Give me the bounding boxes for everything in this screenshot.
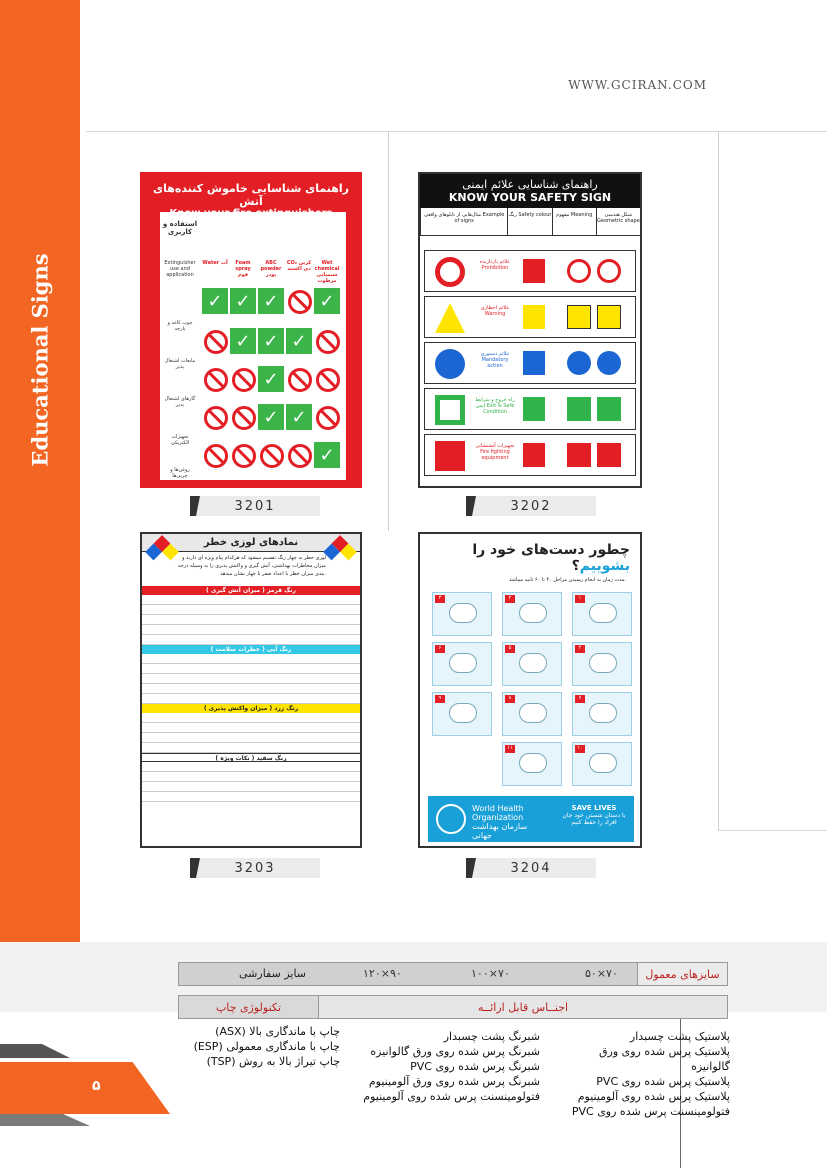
fire-hose-icon [567, 443, 591, 467]
table-row [142, 694, 360, 704]
who-name: World Health Organization سازمان بهداشت جهانی [472, 804, 528, 840]
mandatory-shape [435, 349, 465, 379]
no-icon [232, 444, 256, 468]
column-headers [420, 208, 640, 236]
poster-hand-washing [418, 532, 642, 848]
table-row [142, 654, 360, 664]
product-code: 3201 [190, 496, 320, 516]
section-header: رنگ سفید ( نکات ویژه ) [142, 753, 360, 762]
step-cell: ۸ [502, 692, 562, 736]
poster-intro: لوزی خطر به چهار رنگ تقسیم میشود که هرکدام پیام ویژه ای دارند و میزان مخاطرات بهداشتی، آتش گیری و واکنش پذیری را به وسیله درجه بندی میزان خطر با اعداد صفر تا چهار نشان میدهد. [178, 555, 326, 577]
divider [86, 131, 827, 132]
decor-shape [0, 1114, 90, 1126]
who-logo-icon [436, 804, 466, 834]
sign-row [424, 434, 636, 476]
column-header: شکل هندسی Geometric shape [596, 208, 640, 235]
no-icon [204, 406, 228, 430]
list-item: فتولومینسنت پرس شده روی PVC [571, 1105, 730, 1118]
divider [718, 830, 827, 831]
column-header: رنگ Safety colour [507, 208, 551, 235]
no-icon [232, 368, 256, 392]
sign-meaning: تجهیزات آتشنشانی Fire fighting equipment [475, 443, 515, 461]
color-swatch [523, 259, 545, 283]
no-fire-icon [597, 259, 621, 283]
materials-list [344, 1029, 540, 1104]
sign-meaning: علائم دستوری Mandatory action [480, 351, 510, 369]
table-row [142, 762, 360, 772]
hands-icon [449, 653, 477, 673]
website-url[interactable]: WWW.GCIRAN.COM [568, 78, 707, 92]
type-label: Foam spray فوم [235, 260, 251, 278]
warning-shape [435, 303, 465, 333]
hands-icon [589, 653, 617, 673]
side-spine [0, 105, 80, 970]
step-cell: ۶ [432, 642, 492, 686]
size-value: ۱۰۰×۷۰ [471, 967, 510, 980]
step-cell: ۲ [502, 592, 562, 636]
no-icon [260, 444, 284, 468]
sign-row [424, 342, 636, 384]
class-label: مایعات اشتعال پذیر [164, 358, 196, 370]
first-aid-icon [597, 397, 621, 421]
extinguisher-grid [160, 212, 346, 480]
custom-size-label: سایز سفارشی [239, 967, 307, 980]
table-row [142, 684, 360, 694]
mask-icon [597, 351, 621, 375]
hands-icon [519, 753, 547, 773]
table-row [142, 625, 360, 635]
fire-equipment-shape [435, 441, 465, 471]
product-code: 3203 [190, 858, 320, 878]
exit-icon [567, 397, 591, 421]
check-icon: ✓ [230, 328, 256, 354]
column-header: مثال‌هایی از تابلوهای واقعی Example of signs [420, 208, 507, 235]
no-icon [288, 444, 312, 468]
step-cell: ۹ [432, 692, 492, 736]
poster-fire-extinguishers [140, 172, 362, 488]
poster-safety-signs [418, 172, 642, 488]
no-icon [288, 368, 312, 392]
hands-icon [589, 753, 617, 773]
who-banner [428, 796, 634, 842]
hands-icon [519, 603, 547, 623]
section-header: رنگ زرد ( میزان واکنش پذیری ) [142, 704, 360, 713]
product-code: 3202 [466, 496, 596, 516]
check-icon: ✓ [230, 288, 256, 314]
table-row [142, 674, 360, 684]
step-cell: ۱ [572, 592, 632, 636]
list-item: شبرنگ پرس شده روی ورق آلومینیوم [368, 1075, 540, 1088]
check-icon: ✓ [258, 404, 284, 430]
sizes-bar [178, 962, 728, 986]
sign-row [424, 250, 636, 292]
divider [718, 131, 719, 831]
no-icon [288, 290, 312, 314]
no-icon [232, 406, 256, 430]
page-tab [0, 1062, 170, 1114]
sign-row [424, 388, 636, 430]
use-label-en: Extinguisher use and application [164, 260, 196, 278]
step-cell: ۴ [572, 642, 632, 686]
table-row [142, 635, 360, 645]
section-header: رنگ آبی ( خطرات سلامت ) [142, 645, 360, 654]
hands-icon [589, 703, 617, 723]
list-item: پلاستیک پرس شده روی آلومینیوم [577, 1090, 730, 1103]
section-header: رنگ قرمز ( میزان آتش گیری ) [142, 586, 360, 595]
product-code: 3204 [466, 858, 596, 878]
poster-title: چطور دست‌های خود را بشوییم؟ [472, 542, 630, 574]
corner-accent [0, 0, 80, 105]
no-entry-icon [567, 259, 591, 283]
class-label: گازهای اشتعال پذیر [164, 396, 196, 408]
sign-meaning: راه خروج و شرایط ایمن Exit & Safe Condition [475, 397, 515, 415]
materials-label: اجنــاس قابل ارائــه [477, 1000, 569, 1014]
hands-icon [449, 603, 477, 623]
list-item: شبرنگ پشت چسبدار [443, 1030, 540, 1043]
class-label: تجهیزات الکتریکی [170, 434, 190, 446]
list-item: شبرنگ پرس شده روی ورق گالوانیزه [370, 1045, 540, 1058]
ear-protection-icon [567, 351, 591, 375]
class-label: روغن‌ها و چربی‌ها [170, 467, 190, 479]
color-swatch [523, 443, 545, 467]
step-cell: ۷ [572, 692, 632, 736]
step-cell: ۱۰ [572, 742, 632, 786]
save-lives: SAVE LIVES با دستان شستن خود جان افراد را حفظ کنیم [562, 804, 626, 826]
table-row [142, 723, 360, 733]
sign-meaning: علائم بازدارنده Prohibition [479, 259, 511, 271]
decor-shape [0, 1044, 70, 1058]
hands-icon [449, 703, 477, 723]
type-label: Wet chemical شیمیایی مرطوب [314, 260, 340, 284]
type-label: ABC powder پودر [260, 260, 282, 278]
list-item: پلاستیک پرس شده روی ورق گالوانیزه [598, 1045, 730, 1073]
exit-shape [435, 395, 465, 425]
no-icon [204, 330, 228, 354]
no-icon [316, 406, 340, 430]
table-row [142, 595, 360, 605]
common-sizes-label: سایزهای معمول [637, 963, 727, 985]
class-label: چوب کاغذ و پارچه [167, 320, 193, 332]
poster-title: راهنمای شناسایی علائم ایمنی [462, 178, 598, 191]
list-item: چاپ با ماندگاری بالا (ASX) [215, 1025, 340, 1038]
hands-icon [519, 703, 547, 723]
list-item: پلاستیک پشت چسبدار [629, 1030, 730, 1043]
type-label: CO₂ کربن دی اکسید [286, 260, 312, 272]
check-icon: ✓ [314, 288, 340, 314]
table-row [142, 733, 360, 743]
size-value: ۱۲۰×۹۰ [363, 967, 402, 980]
table-row [142, 792, 360, 802]
list-item: فتولومینسنت پرس شده روی آلومینیوم [363, 1090, 540, 1103]
size-value: ۵۰×۷۰ [585, 967, 618, 980]
tech-bar [178, 995, 728, 1019]
poster-subtitle: KNOW YOUR SAFETY SIGN [448, 191, 612, 204]
poster-subtitle: مدت زمان به انجام رسیدن مراحل ۴۰ تا ۶۰ ثانیه میباشد. [509, 577, 626, 583]
no-icon [316, 368, 340, 392]
prohibition-shape [435, 257, 465, 287]
print-methods-list [170, 1024, 340, 1069]
no-icon [204, 368, 228, 392]
list-item: پلاستیک پرس شده روی PVC [596, 1075, 730, 1088]
list-item: چاپ با ماندگاری معمولی (ESP) [193, 1040, 340, 1053]
table-row [142, 743, 360, 753]
hands-icon [519, 653, 547, 673]
title-plain: چطور دست‌های خود را [472, 542, 630, 558]
sign-meaning: علائم اخطاری Warning [480, 305, 510, 317]
poster-hazard-diamond [140, 532, 362, 848]
column-header: مفهوم Meaning [552, 208, 596, 235]
type-label: Water آب [202, 260, 228, 266]
divider [388, 131, 389, 531]
poster-header [420, 174, 640, 208]
materials-list [560, 1029, 730, 1119]
sign-row [424, 296, 636, 338]
step-cell: ۵ [502, 642, 562, 686]
table-row [142, 605, 360, 615]
list-item: چاپ تیراژ بالا به روش (TSP) [206, 1055, 340, 1068]
color-swatch [523, 397, 545, 421]
table-row [142, 713, 360, 723]
section-title: Educational Signs [27, 253, 53, 467]
hands-icon [589, 603, 617, 623]
poster-title: نمادهای لوزی خطر [142, 534, 360, 552]
use-label: استفاده و کاربری [162, 220, 198, 236]
table-row [142, 615, 360, 625]
color-swatch [523, 305, 545, 329]
no-icon [204, 444, 228, 468]
check-icon: ✓ [314, 442, 340, 468]
poster-title: راهنمای شناسایی خاموش کننده‌های آتش [153, 182, 349, 208]
table-row [142, 772, 360, 782]
check-icon: ✓ [286, 404, 312, 430]
check-icon: ✓ [202, 288, 228, 314]
check-icon: ✓ [286, 328, 312, 354]
check-icon: ✓ [258, 366, 284, 392]
extinguisher-icon [597, 443, 621, 467]
color-swatch [523, 351, 545, 375]
check-icon: ✓ [258, 288, 284, 314]
step-cell: ۳ [432, 592, 492, 636]
warning-icon [597, 305, 621, 329]
print-technology-label: تکنولوژی چاپ [179, 996, 319, 1018]
table-row [142, 782, 360, 792]
step-cell: ۱۱ [502, 742, 562, 786]
page-number: ۵ [92, 1078, 101, 1094]
warning-icon [567, 305, 591, 329]
title-highlight: بشوییم [579, 558, 630, 574]
table-row [142, 664, 360, 674]
check-icon: ✓ [258, 328, 284, 354]
list-item: شبرنگ پرس شده روی PVC [410, 1060, 540, 1073]
no-icon [316, 330, 340, 354]
